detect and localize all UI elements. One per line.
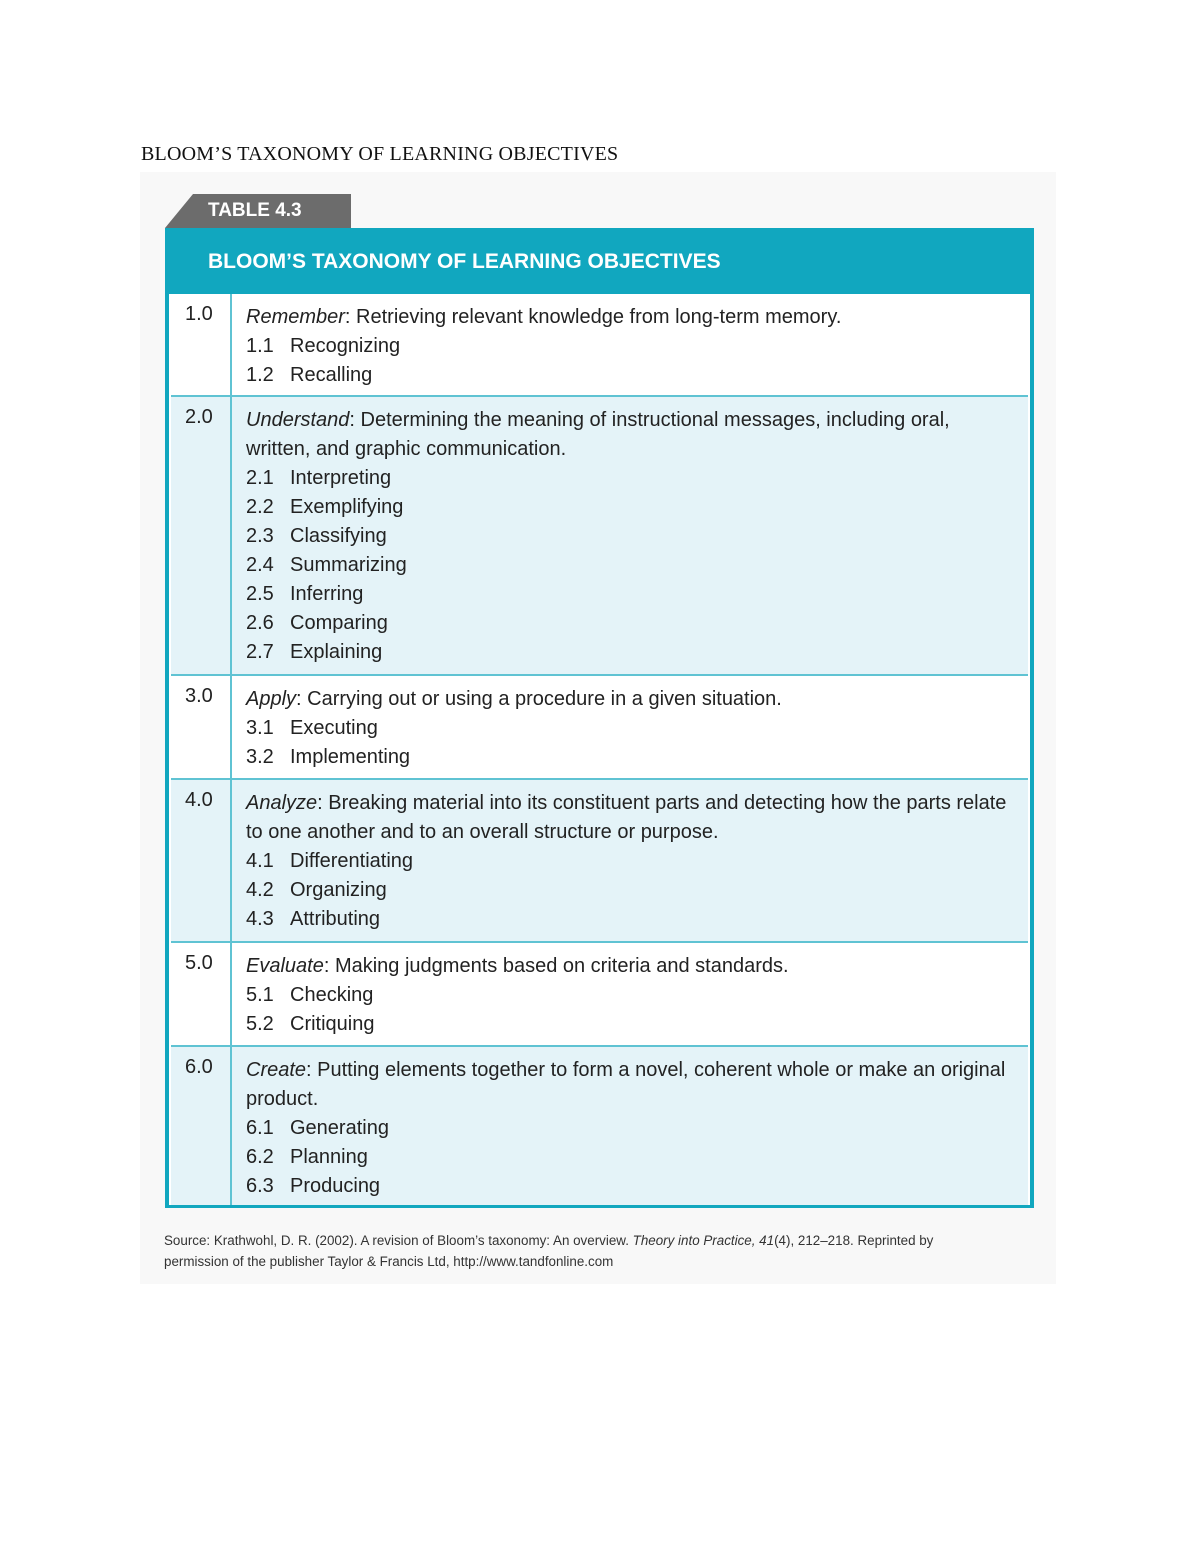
sub-item-number: 2.2: [246, 496, 274, 518]
level-content: [232, 397, 1028, 674]
level-term: Create: [246, 1059, 307, 1081]
sub-item-label: Implementing: [290, 746, 411, 768]
level-definition: [246, 303, 1008, 332]
level-definition: [246, 789, 1008, 847]
sub-item: [246, 522, 1008, 551]
level-definition: [246, 952, 1008, 981]
table-row: [171, 941, 1028, 1045]
level-definition: [246, 406, 1008, 464]
level-definition: [246, 1056, 1008, 1114]
table-row: [171, 395, 1028, 674]
sub-item: [246, 332, 1008, 361]
sub-item-number: 4.3: [246, 908, 274, 930]
sub-item-label: Producing: [290, 1175, 381, 1197]
sub-item: [246, 551, 1008, 580]
level-term: Evaluate: [246, 955, 324, 977]
sub-item-label: Executing: [290, 717, 378, 739]
level-number: 6.0: [171, 1047, 232, 1205]
table-label: TABLE 4.3: [208, 200, 302, 221]
sub-item-number: 4.1: [246, 850, 274, 872]
sub-item: [246, 847, 1008, 876]
table-row: [171, 1045, 1028, 1205]
sub-item-number: 3.2: [246, 746, 274, 768]
level-term: Analyze: [246, 792, 318, 814]
level-description: : Determining the meaning of instructional messages, including oral, written, and graphic communication.: [246, 409, 950, 460]
sub-item-label: Recognizing: [290, 335, 401, 357]
sub-item: [246, 714, 1008, 743]
sub-item-number: 3.1: [246, 717, 274, 739]
level-content: [232, 1047, 1028, 1205]
level-number: 3.0: [171, 676, 232, 778]
sub-item-number: 2.5: [246, 583, 274, 605]
source-citation: [164, 1230, 994, 1272]
sub-item: [246, 1172, 1008, 1201]
level-number: 1.0: [171, 294, 232, 395]
sub-item: [246, 981, 1008, 1010]
sub-item: [246, 638, 1008, 667]
level-definition: [246, 685, 1008, 714]
sub-item: [246, 743, 1008, 772]
sub-item-label: Summarizing: [290, 554, 407, 576]
sub-item-number: 6.1: [246, 1117, 274, 1139]
sub-item-number: 2.1: [246, 467, 274, 489]
sub-item-label: Explaining: [290, 641, 383, 663]
sub-item-number: 1.2: [246, 364, 274, 386]
sub-item-number: 2.4: [246, 554, 274, 576]
sub-item-label: Planning: [290, 1146, 368, 1168]
sub-item: [246, 464, 1008, 493]
sub-item-label: Checking: [290, 984, 374, 1006]
page-heading: BLOOM’S TAXONOMY OF LEARNING OBJECTIVES: [141, 143, 619, 165]
level-number: 5.0: [171, 943, 232, 1045]
level-content: [232, 294, 1028, 395]
sub-item-label: Organizing: [290, 879, 387, 901]
sub-item: [246, 905, 1008, 934]
sub-item: [246, 493, 1008, 522]
sub-item-number: 2.6: [246, 612, 274, 634]
sub-item: [246, 580, 1008, 609]
level-number: 2.0: [171, 397, 232, 674]
sub-item-label: Exemplifying: [290, 496, 404, 518]
level-term: Remember: [246, 306, 345, 328]
level-description: : Breaking material into its constituent parts and detecting how the parts relate to one another and to an overall structure or purpose.: [246, 792, 1007, 843]
source-text: Source: Krathwohl, D. R. (2002). A revision of Bloom’s taxonomy: An overview.: [164, 1233, 633, 1248]
table-body: [169, 294, 1030, 1205]
level-number: 4.0: [171, 780, 232, 941]
sub-item-label: Differentiating: [290, 850, 414, 872]
sub-item-number: 5.2: [246, 1013, 274, 1035]
sub-item-label: Recalling: [290, 364, 373, 386]
sub-item-number: 2.7: [246, 641, 274, 663]
level-description: : Putting elements together to form a novel, coherent whole or make an original product.: [246, 1059, 1006, 1110]
sub-item-label: Classifying: [290, 525, 387, 547]
table-row: [171, 674, 1028, 778]
level-description: : Making judgments based on criteria and standards.: [323, 955, 789, 977]
level-term: Understand: [246, 409, 350, 431]
level-content: [232, 943, 1028, 1045]
sub-item-label: Generating: [290, 1117, 389, 1139]
table-row: [171, 778, 1028, 941]
taxonomy-table: [165, 228, 1034, 1208]
level-description: : Carrying out or using a procedure in a given situation.: [296, 688, 782, 710]
level-term: Apply: [246, 688, 297, 710]
sub-item-number: 1.1: [246, 335, 274, 357]
sub-item-label: Attributing: [290, 908, 381, 930]
sub-item: [246, 1010, 1008, 1039]
sub-item: [246, 609, 1008, 638]
sub-item-number: 6.3: [246, 1175, 274, 1197]
sub-item: [246, 361, 1008, 390]
level-description: : Retrieving relevant knowledge from long-term memory.: [344, 306, 842, 328]
source-journal: Theory into Practice, 41: [632, 1233, 775, 1248]
sub-item-label: Critiquing: [290, 1013, 375, 1035]
sub-item: [246, 1114, 1008, 1143]
sub-item-label: Interpreting: [290, 467, 392, 489]
sub-item: [246, 876, 1008, 905]
sub-item-label: Comparing: [290, 612, 388, 634]
table-title: BLOOM’S TAXONOMY OF LEARNING OBJECTIVES: [208, 250, 721, 273]
sub-item-number: 4.2: [246, 879, 274, 901]
sub-item-label: Inferring: [290, 583, 364, 605]
source-text-end: (4), 212–218. Reprinted by permission of the publisher Taylor & Francis Ltd, http://www.tandfonline.com: [164, 1233, 934, 1269]
level-content: [232, 780, 1028, 941]
sub-item-number: 6.2: [246, 1146, 274, 1168]
level-content: [232, 676, 1028, 778]
sub-item-number: 2.3: [246, 525, 274, 547]
sub-item-number: 5.1: [246, 984, 274, 1006]
table-row: [171, 294, 1028, 395]
sub-item: [246, 1143, 1008, 1172]
